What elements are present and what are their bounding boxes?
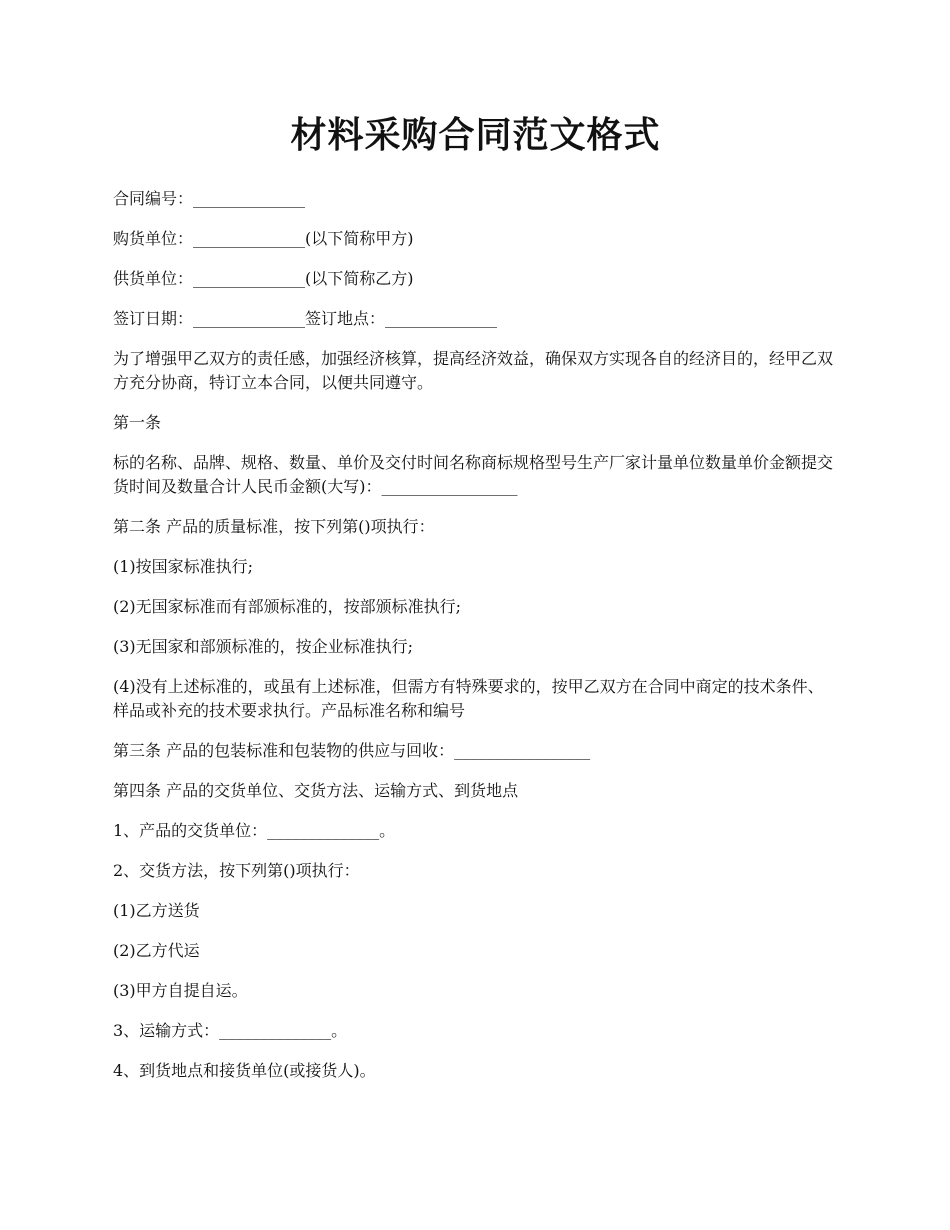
article-2-item-3: (3)无国家和部颁标准的，按企业标准执行; — [113, 637, 414, 656]
article-4-item-2: 2、交货方法，按下列第()项执行： — [113, 861, 360, 880]
article-3-text: 第三条 产品的包装标准和包装物的供应与回收：_________________ — [113, 741, 591, 760]
article-1-heading: 第一条 — [113, 413, 162, 432]
article-2-heading: 第二条 产品的质量标准，按下列第()项执行： — [113, 517, 435, 536]
article-4-item-4: 4、到货地点和接货单位(或接货人)。 — [113, 1061, 376, 1080]
article-2-item-2: (2)无国家标准而有部颁标准的，按部颁标准执行; — [113, 597, 462, 616]
article-2-item-1: (1)按国家标准执行; — [113, 557, 254, 576]
preamble-paragraph: 为了增强甲乙双方的责任感，加强经济核算，提高经济效益，确保双方实现各自的经济目的，经甲乙双方充分协商，特订立本合同，以便共同遵守。 — [113, 349, 834, 392]
article-4-item-3: 3、运输方式：______________。 — [113, 1021, 348, 1040]
delivery-option-1: (1)乙方送货 — [113, 901, 200, 920]
article-2-item-4: (4)没有上述标准的，或虽有上述标准，但需方有特殊要求的，按甲乙双方在合同中商定的技术条件、样品或补充的技术要求执行。产品标准名称和编号 — [113, 677, 824, 720]
signing-date-location-line: 签订日期：______________签订地点：______________ — [113, 309, 498, 328]
buyer-line: 购货单位：______________(以下简称甲方) — [113, 229, 414, 248]
article-1-text: 标的名称、品牌、规格、数量、单价及交付时间名称商标规格型号生产厂家计量单位数量单价金额提交货时间及数量合计人民币金额(大写)：_________________ — [113, 453, 834, 496]
article-4-item-1: 1、产品的交货单位：______________。 — [113, 821, 396, 840]
delivery-option-3: (3)甲方自提自运。 — [113, 981, 248, 1000]
contract-number-line: 合同编号：______________ — [113, 189, 306, 208]
delivery-option-2: (2)乙方代运 — [113, 941, 200, 960]
document-title: 材料采购合同范文格式 — [290, 114, 661, 156]
supplier-line: 供货单位：______________(以下简称乙方) — [113, 269, 414, 288]
article-4-heading: 第四条 产品的交货单位、交货方法、运输方式、到货地点 — [113, 781, 519, 800]
